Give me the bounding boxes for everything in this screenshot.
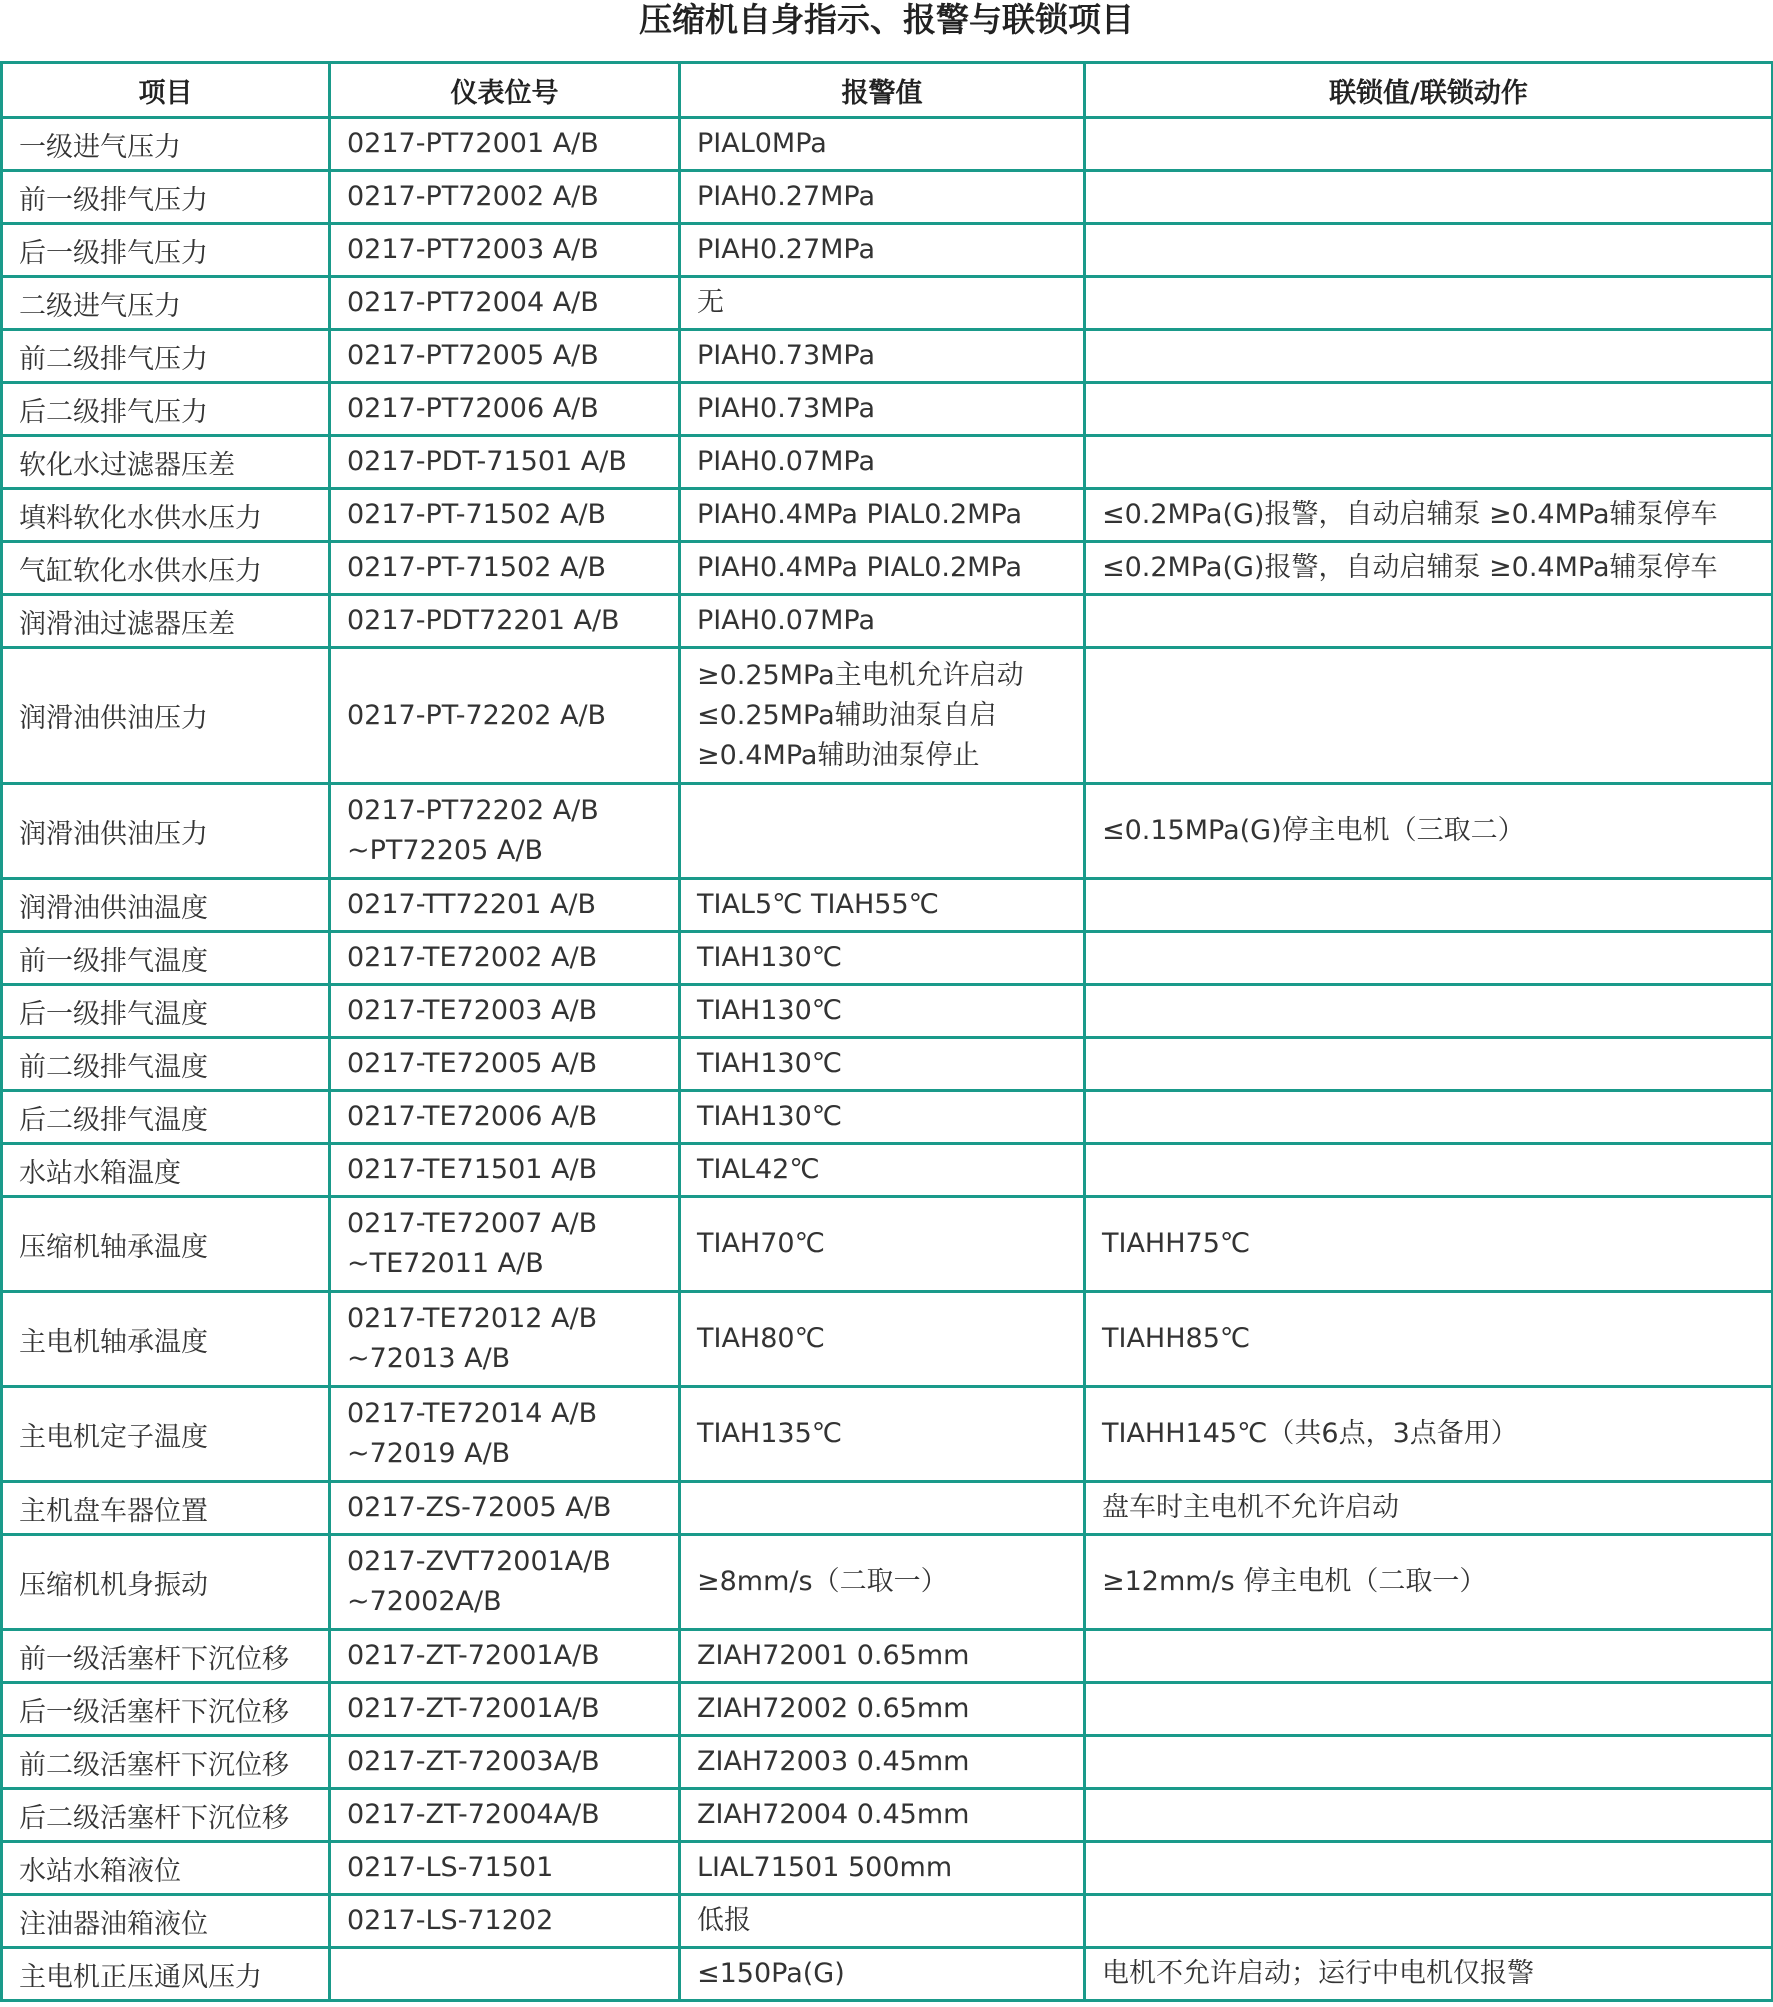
cell-alarm xyxy=(680,1630,1085,1683)
cell-alarm xyxy=(680,648,1085,784)
cell-tag xyxy=(330,1091,680,1144)
cell-interlock-line: TIAHH145℃（共6点，3点备用） xyxy=(1102,1418,1518,1449)
cell-interlock xyxy=(1085,1736,1773,1789)
cell-tag xyxy=(330,1842,680,1895)
cell-tag xyxy=(330,784,680,879)
cell-tag-line: 0217-PT-71502 A/B xyxy=(347,499,607,530)
cell-tag-line: 0217-ZT-72001A/B xyxy=(347,1693,600,1724)
cell-alarm-line: TIAH80℃ xyxy=(697,1323,825,1354)
cell-alarm xyxy=(680,985,1085,1038)
table-row xyxy=(2,932,1773,985)
cell-tag-line: 0217-ZT-72001A/B xyxy=(347,1640,600,1671)
cell-item: 压缩机机身振动 xyxy=(2,1535,330,1630)
cell-alarm-line: PIAH0.4MPa PIAL0.2MPa xyxy=(697,499,1023,530)
cell-tag xyxy=(330,1038,680,1091)
cell-interlock xyxy=(1085,1038,1773,1091)
cell-tag-line: 0217-ZS-72005 A/B xyxy=(347,1492,612,1523)
cell-item: 软化水过滤器压差 xyxy=(2,436,330,489)
cell-interlock xyxy=(1085,932,1773,985)
cell-item: 主电机正压通风压力 xyxy=(2,1948,330,2001)
cell-tag-line: 0217-TE71501 A/B xyxy=(347,1154,598,1185)
cell-alarm-line: PIAH0.27MPa xyxy=(697,234,876,265)
cell-tag xyxy=(330,1895,680,1948)
cell-tag-line: 0217-PT-72202 A/B xyxy=(347,699,607,731)
cell-item: 填料软化水供水压力 xyxy=(2,489,330,542)
cell-interlock xyxy=(1085,436,1773,489)
cell-interlock xyxy=(1085,542,1773,595)
cell-tag xyxy=(330,1482,680,1535)
table-row xyxy=(2,1842,1773,1895)
cell-tag xyxy=(330,1683,680,1736)
cell-tag-line: 0217-ZT-72004A/B xyxy=(347,1799,600,1830)
table-row xyxy=(2,224,1773,277)
cell-interlock-line: ≥12mm/s 停主电机（二取一） xyxy=(1102,1566,1487,1597)
cell-tag-line: 0217-TE72012 A/B xyxy=(347,1303,598,1334)
cell-tag-line: 0217-PT-71502 A/B xyxy=(347,552,607,583)
cell-item: 前二级排气温度 xyxy=(2,1038,330,1091)
cell-tag-line: ~72002A/B xyxy=(347,1586,502,1617)
cell-interlock xyxy=(1085,1535,1773,1630)
cell-item: 后一级排气温度 xyxy=(2,985,330,1038)
cell-tag-line: 0217-PT72006 A/B xyxy=(347,393,599,424)
cell-item: 后一级排气压力 xyxy=(2,224,330,277)
cell-alarm-line: PIAH0.73MPa xyxy=(697,340,876,371)
cell-tag-line: 0217-PT72202 A/B xyxy=(347,795,599,826)
cell-item: 气缸软化水供水压力 xyxy=(2,542,330,595)
cell-tag-line: ~72019 A/B xyxy=(347,1438,511,1469)
table-row xyxy=(2,1038,1773,1091)
cell-alarm-line: 低报 xyxy=(697,1905,751,1936)
cell-interlock xyxy=(1085,1895,1773,1948)
cell-alarm-line: ZIAH72003 0.45mm xyxy=(697,1746,970,1777)
cell-tag xyxy=(330,118,680,171)
cell-tag xyxy=(330,277,680,330)
cell-alarm-line: TIAH70℃ xyxy=(697,1228,825,1259)
cell-alarm xyxy=(680,542,1085,595)
table-row xyxy=(2,1197,1773,1292)
table-row xyxy=(2,383,1773,436)
cell-tag xyxy=(330,595,680,648)
cell-interlock xyxy=(1085,985,1773,1038)
table-row xyxy=(2,1387,1773,1482)
cell-interlock xyxy=(1085,277,1773,330)
cell-interlock xyxy=(1085,118,1773,171)
cell-interlock-line: TIAHH85℃ xyxy=(1102,1323,1251,1354)
cell-alarm xyxy=(680,1091,1085,1144)
cell-tag-line: 0217-TE72007 A/B xyxy=(347,1208,598,1239)
cell-interlock-line: ≤0.15MPa(G)停主电机（三取二） xyxy=(1102,815,1525,846)
cell-alarm-line: ZIAH72004 0.45mm xyxy=(697,1799,970,1830)
cell-interlock-line: TIAHH75℃ xyxy=(1102,1228,1251,1259)
cell-alarm xyxy=(680,1482,1085,1535)
table-row xyxy=(2,171,1773,224)
cell-tag-line: 0217-TE72002 A/B xyxy=(347,942,598,973)
cell-interlock xyxy=(1085,879,1773,932)
cell-tag xyxy=(330,224,680,277)
cell-alarm xyxy=(680,932,1085,985)
cell-tag xyxy=(330,436,680,489)
cell-tag xyxy=(330,383,680,436)
cell-alarm xyxy=(680,1535,1085,1630)
cell-item: 前一级排气压力 xyxy=(2,171,330,224)
cell-interlock xyxy=(1085,1387,1773,1482)
cell-alarm xyxy=(680,1038,1085,1091)
cell-alarm xyxy=(680,784,1085,879)
cell-tag xyxy=(330,542,680,595)
cell-tag-line: 0217-TE72003 A/B xyxy=(347,995,598,1026)
cell-alarm-line: ZIAH72001 0.65mm xyxy=(697,1640,970,1671)
header-alarm: 报警值 xyxy=(680,63,1085,118)
cell-item: 润滑油供油压力 xyxy=(2,648,330,784)
cell-alarm-line: PIAL0MPa xyxy=(697,128,827,159)
cell-tag-line: 0217-LS-71202 xyxy=(347,1905,554,1936)
cell-tag xyxy=(330,171,680,224)
table-row xyxy=(2,879,1773,932)
cell-alarm-line: PIAH0.07MPa xyxy=(697,446,876,477)
cell-alarm-line: LIAL71501 500mm xyxy=(697,1852,953,1883)
cell-alarm-line: 无 xyxy=(697,287,724,318)
table-row xyxy=(2,1895,1773,1948)
cell-tag xyxy=(330,879,680,932)
cell-tag-line: 0217-PDT72201 A/B xyxy=(347,605,620,636)
cell-tag-line: 0217-PDT-71501 A/B xyxy=(347,446,627,477)
cell-item: 压缩机轴承温度 xyxy=(2,1197,330,1292)
table-row xyxy=(2,1736,1773,1789)
cell-alarm-line: ≥8mm/s（二取一） xyxy=(697,1566,948,1597)
cell-alarm-line: TIAL42℃ xyxy=(697,1154,820,1185)
table-row xyxy=(2,1482,1773,1535)
cell-tag-line: 0217-PT72005 A/B xyxy=(347,340,599,371)
table-row xyxy=(2,1144,1773,1197)
cell-item: 润滑油供油温度 xyxy=(2,879,330,932)
cell-item: 注油器油箱液位 xyxy=(2,1895,330,1948)
header-tag: 仪表位号 xyxy=(330,63,680,118)
cell-tag xyxy=(330,489,680,542)
cell-tag-line: ~PT72205 A/B xyxy=(347,835,543,866)
cell-interlock-line: 电机不允许启动；运行中电机仅报警 xyxy=(1102,1958,1534,1989)
cell-alarm-line: TIAH130℃ xyxy=(697,942,843,973)
cell-item: 二级进气压力 xyxy=(2,277,330,330)
cell-item: 前一级排气温度 xyxy=(2,932,330,985)
cell-tag xyxy=(330,1948,680,2001)
table-row xyxy=(2,1091,1773,1144)
cell-tag xyxy=(330,1736,680,1789)
table-body xyxy=(2,118,1773,2001)
cell-alarm xyxy=(680,1895,1085,1948)
cell-alarm xyxy=(680,1197,1085,1292)
cell-alarm xyxy=(680,1948,1085,2001)
cell-alarm-line: PIAH0.73MPa xyxy=(697,393,876,424)
cell-alarm xyxy=(680,1842,1085,1895)
cell-interlock xyxy=(1085,784,1773,879)
table-row xyxy=(2,985,1773,1038)
cell-alarm-line: ≤0.25MPa辅助油泵自启 xyxy=(697,699,997,731)
cell-tag xyxy=(330,648,680,784)
cell-tag-line: 0217-TT72201 A/B xyxy=(347,889,597,920)
cell-item: 主电机轴承温度 xyxy=(2,1292,330,1387)
cell-tag xyxy=(330,985,680,1038)
cell-alarm-line: ZIAH72002 0.65mm xyxy=(697,1693,970,1724)
cell-item: 水站水箱液位 xyxy=(2,1842,330,1895)
alarm-interlock-table xyxy=(0,61,1773,2002)
cell-alarm xyxy=(680,118,1085,171)
cell-tag-line: ~TE72011 A/B xyxy=(347,1248,544,1279)
cell-interlock xyxy=(1085,171,1773,224)
table-row xyxy=(2,1948,1773,2001)
cell-alarm xyxy=(680,1144,1085,1197)
cell-interlock xyxy=(1085,1630,1773,1683)
cell-alarm-line: ≤150Pa(G) xyxy=(697,1958,845,1989)
cell-alarm-line: ≥0.25MPa主电机允许启动 xyxy=(697,659,1024,691)
cell-alarm-line: PIAH0.4MPa PIAL0.2MPa xyxy=(697,552,1023,583)
cell-tag-line: 0217-LS-71501 xyxy=(347,1852,554,1883)
table-header-row xyxy=(2,63,1773,118)
cell-tag-line: 0217-PT72003 A/B xyxy=(347,234,599,265)
cell-alarm xyxy=(680,1387,1085,1482)
cell-tag-line: 0217-TE72005 A/B xyxy=(347,1048,598,1079)
cell-alarm xyxy=(680,383,1085,436)
cell-item: 主机盘车器位置 xyxy=(2,1482,330,1535)
cell-tag-line: 0217-TE72006 A/B xyxy=(347,1101,598,1132)
cell-tag-line: 0217-ZVT72001A/B xyxy=(347,1546,611,1577)
cell-interlock xyxy=(1085,1197,1773,1292)
cell-interlock xyxy=(1085,224,1773,277)
cell-tag-line: ~72013 A/B xyxy=(347,1343,511,1374)
cell-alarm xyxy=(680,489,1085,542)
cell-item: 后二级排气温度 xyxy=(2,1091,330,1144)
cell-interlock xyxy=(1085,1482,1773,1535)
cell-alarm-line: PIAH0.27MPa xyxy=(697,181,876,212)
cell-item: 润滑油过滤器压差 xyxy=(2,595,330,648)
cell-item: 主电机定子温度 xyxy=(2,1387,330,1482)
cell-alarm xyxy=(680,879,1085,932)
cell-alarm-line: ≥0.4MPa辅助油泵停止 xyxy=(697,739,980,771)
table-row xyxy=(2,436,1773,489)
cell-alarm-line: TIAH130℃ xyxy=(697,1048,843,1079)
cell-tag-line: 0217-PT72001 A/B xyxy=(347,128,599,159)
cell-interlock xyxy=(1085,489,1773,542)
cell-item: 后二级活塞杆下沉位移 xyxy=(2,1789,330,1842)
cell-interlock xyxy=(1085,595,1773,648)
cell-interlock xyxy=(1085,648,1773,784)
cell-interlock xyxy=(1085,330,1773,383)
cell-tag-line: 0217-TE72014 A/B xyxy=(347,1398,598,1429)
cell-interlock xyxy=(1085,1842,1773,1895)
cell-alarm xyxy=(680,277,1085,330)
cell-alarm xyxy=(680,595,1085,648)
cell-item: 前二级排气压力 xyxy=(2,330,330,383)
cell-interlock-line: 盘车时主电机不允许启动 xyxy=(1102,1492,1399,1523)
cell-item: 水站水箱温度 xyxy=(2,1144,330,1197)
cell-alarm xyxy=(680,1292,1085,1387)
cell-tag xyxy=(330,1292,680,1387)
cell-item: 前一级活塞杆下沉位移 xyxy=(2,1630,330,1683)
cell-tag xyxy=(330,1197,680,1292)
document-title: 压缩机自身指示、报警与联锁项目 xyxy=(639,0,1134,39)
table-row xyxy=(2,1535,1773,1630)
cell-tag xyxy=(330,1630,680,1683)
cell-item: 润滑油供油压力 xyxy=(2,784,330,879)
cell-interlock xyxy=(1085,383,1773,436)
table-row xyxy=(2,118,1773,171)
cell-tag xyxy=(330,1387,680,1482)
cell-interlock-line: ≤0.2MPa(G)报警，自动启辅泵 ≥0.4MPa辅泵停车 xyxy=(1102,552,1718,583)
table-row xyxy=(2,330,1773,383)
cell-interlock xyxy=(1085,1144,1773,1197)
header-interlock: 联锁值/联锁动作 xyxy=(1085,63,1773,118)
cell-alarm xyxy=(680,436,1085,489)
cell-interlock xyxy=(1085,1683,1773,1736)
header-item: 项目 xyxy=(2,63,330,118)
cell-alarm-line: TIAL5℃ TIAH55℃ xyxy=(697,889,939,920)
cell-tag xyxy=(330,330,680,383)
cell-interlock xyxy=(1085,1789,1773,1842)
table-row xyxy=(2,489,1773,542)
table-row xyxy=(2,1789,1773,1842)
cell-interlock xyxy=(1085,1292,1773,1387)
table-row xyxy=(2,1630,1773,1683)
cell-item: 后一级活塞杆下沉位移 xyxy=(2,1683,330,1736)
cell-interlock xyxy=(1085,1948,1773,2001)
cell-alarm xyxy=(680,1789,1085,1842)
table-row xyxy=(2,1292,1773,1387)
cell-tag xyxy=(330,932,680,985)
cell-tag xyxy=(330,1789,680,1842)
cell-interlock-line: ≤0.2MPa(G)报警，自动启辅泵 ≥0.4MPa辅泵停车 xyxy=(1102,499,1718,530)
table-row xyxy=(2,595,1773,648)
cell-alarm xyxy=(680,1683,1085,1736)
table-row xyxy=(2,784,1773,879)
cell-tag xyxy=(330,1144,680,1197)
cell-item: 一级进气压力 xyxy=(2,118,330,171)
cell-item: 前二级活塞杆下沉位移 xyxy=(2,1736,330,1789)
cell-tag xyxy=(330,1535,680,1630)
cell-tag-line: 0217-PT72002 A/B xyxy=(347,181,599,212)
cell-alarm xyxy=(680,330,1085,383)
table-row xyxy=(2,277,1773,330)
cell-alarm xyxy=(680,224,1085,277)
cell-alarm-line: PIAH0.07MPa xyxy=(697,605,876,636)
table-row xyxy=(2,542,1773,595)
cell-interlock xyxy=(1085,1091,1773,1144)
table-row xyxy=(2,648,1773,784)
cell-alarm-line: TIAH130℃ xyxy=(697,1101,843,1132)
cell-tag-line: 0217-PT72004 A/B xyxy=(347,287,599,318)
cell-item: 后二级排气压力 xyxy=(2,383,330,436)
cell-alarm-line: TIAH130℃ xyxy=(697,995,843,1026)
cell-alarm xyxy=(680,1736,1085,1789)
cell-alarm xyxy=(680,171,1085,224)
cell-tag-line: 0217-ZT-72003A/B xyxy=(347,1746,600,1777)
cell-alarm-line: TIAH135℃ xyxy=(697,1418,843,1449)
table-row xyxy=(2,1683,1773,1736)
